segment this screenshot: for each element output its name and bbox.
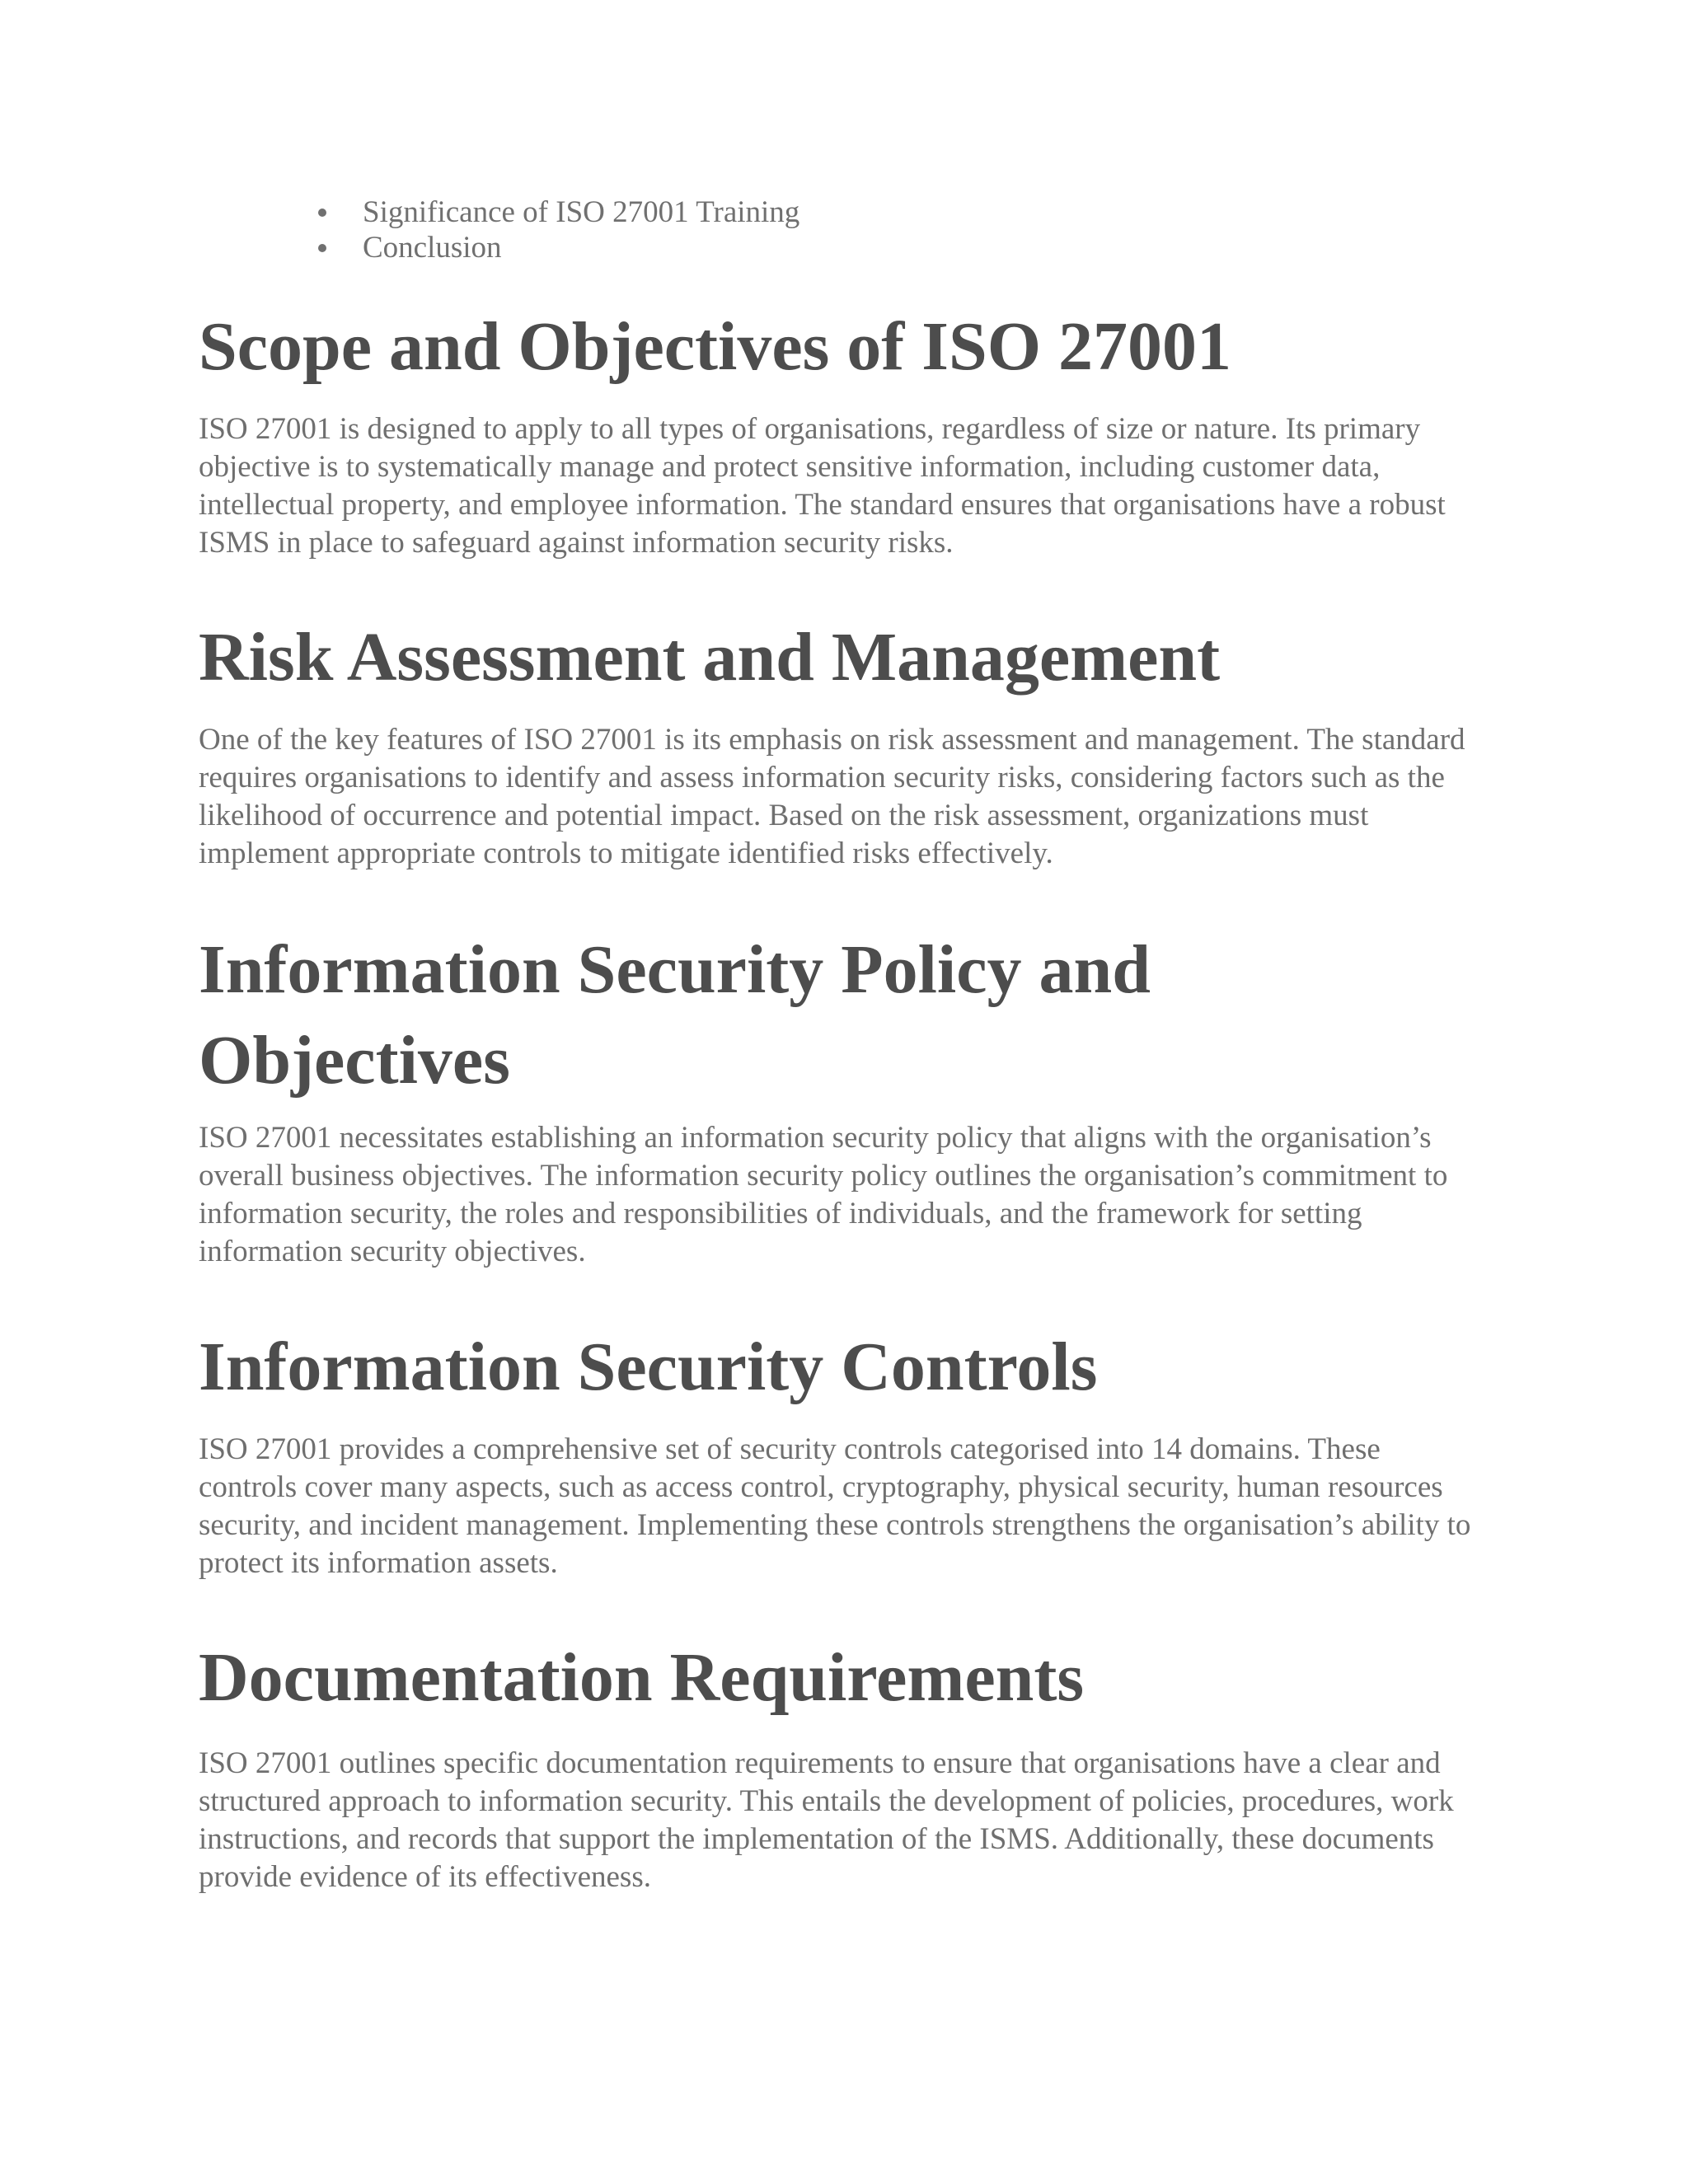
bullet-icon	[318, 209, 326, 217]
toc-item-conclusion	[307, 230, 799, 265]
toc-bullet-list	[307, 194, 799, 265]
toc-item-label: Conclusion	[363, 231, 502, 265]
section-heading: Risk Assessment and Management	[199, 619, 1221, 696]
section-paragraph: ISO 27001 is designed to apply to all types of organisations, regardless of size or nature. Its primary objective is to systematically manage and protect sensitive information, including customer data, intellectual property, and employee information. The standard ensures that organisations have a robust ISMS in place to safeguard against information security risks.	[199, 412, 1446, 560]
section-documentation-requirements	[199, 1633, 1484, 1896]
section-paragraph: ISO 27001 outlines specific documentation requirements to ensure that organisations have a clear and structured approach to information security. This entails the development of policies, procedures, work instructions, and records that support the implementation of the ISMS. Additionally, these documents provide evidence of its effectiveness.	[199, 1746, 1454, 1894]
section-paragraph: One of the key features of ISO 27001 is its emphasis on risk assessment and management. The standard requires organisations to identify and assess information security risks, considering factors such as the likelihood of occurrence and potential impact. Based on the risk assessment, organizations must implement appropriate controls to mitigate identified risks effectively.	[199, 723, 1465, 870]
section-security-policy	[199, 925, 1484, 1271]
toc-item-label: Significance of ISO 27001 Training	[363, 195, 800, 229]
section-security-controls	[199, 1322, 1484, 1582]
section-risk-assessment	[199, 612, 1484, 873]
toc-item-training	[307, 194, 799, 230]
section-paragraph: ISO 27001 provides a comprehensive set of security controls categorised into 14 domains. These controls cover many aspects, such as access control, cryptography, physical security, human resources security, and incident management. Implementing these controls strengthens the organisation’s ability to protect its information assets.	[199, 1432, 1471, 1580]
section-heading: Scope and Objectives of ISO 27001	[199, 308, 1232, 385]
bullet-icon	[318, 244, 326, 252]
section-heading: Documentation Requirements	[199, 1639, 1085, 1716]
section-paragraph: ISO 27001 necessitates establishing an information security policy that aligns with the organisation’s overall business objectives. The information security policy outlines the organisation’s commitment to information security, the roles and responsibilities of individuals, and the framework for setting information security objectives.	[199, 1121, 1448, 1268]
section-heading: Information Security Policy and Objectives	[199, 931, 1151, 1099]
section-heading: Information Security Controls	[199, 1329, 1098, 1405]
section-scope-objectives	[199, 302, 1484, 562]
